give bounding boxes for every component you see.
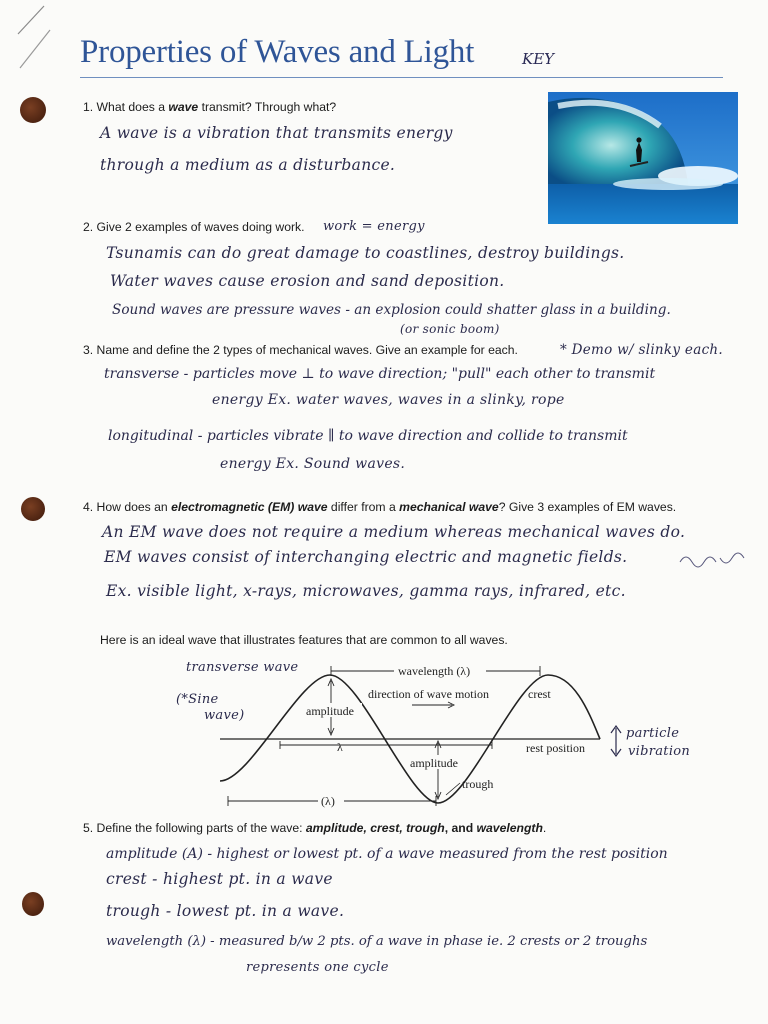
question-2: 2. Give 2 examples of waves doing work.: [83, 220, 305, 234]
q1-answer-line-1: A wave is a vibration that transmits energy: [100, 124, 453, 142]
q1-answer-line-2: through a medium as a disturbance.: [100, 156, 396, 174]
q2-aside: (or sonic boom): [400, 322, 500, 336]
question-5: [83, 821, 546, 835]
surfer-photo: [548, 92, 738, 224]
pencil-mark-icon: [12, 4, 52, 74]
wavelength-bottom-label: (λ): [321, 794, 335, 808]
q3-note: * Demo w/ slinky each.: [560, 342, 724, 358]
binder-hole-bottom: [22, 892, 44, 916]
q5-prefix: 5. Define the following parts of the wave:: [83, 821, 306, 835]
q2-answer-line-3: Sound waves are pressure waves - an explosion could shatter glass in a building.: [112, 302, 671, 318]
q1-prefix: 1. What does a: [83, 100, 169, 114]
particle-vibration-note-1: particle: [626, 726, 680, 741]
q4-emph-mech: mechanical wave: [399, 500, 499, 514]
q2-answer-line-2: Water waves cause erosion and sand deposition.: [110, 272, 505, 290]
lambda-label: λ: [337, 740, 343, 754]
page-title: Properties of Waves and Light: [80, 34, 475, 70]
title-rule: [80, 77, 723, 78]
sine-wave-note-2: wave): [204, 708, 245, 723]
q5-answer-line-2: crest - highest pt. in a wave: [106, 870, 333, 888]
q2-note: work = energy: [323, 219, 425, 234]
question-1: [83, 100, 336, 114]
q5-and: , and: [444, 821, 477, 835]
q4-emph-em: electromagnetic (EM) wave: [171, 500, 328, 514]
vibration-arrow-icon: [608, 724, 624, 758]
q2-answer-line-1: Tsunamis can do great damage to coastlines, destroy buildings.: [106, 244, 625, 262]
question-4: [83, 500, 676, 514]
q4-answer-line-2: EM waves consist of interchanging electric and magnetic fields.: [104, 548, 628, 566]
binder-hole-top: [20, 97, 46, 123]
rest-position-label: rest position: [526, 741, 585, 755]
binder-hole-middle: [21, 497, 45, 521]
wavelength-top-label: wavelength (λ): [398, 664, 471, 678]
ideal-wave-intro: Here is an ideal wave that illustrates features that are common to all waves.: [100, 633, 508, 647]
em-wave-sketch-icon: [676, 548, 746, 578]
q5-terms: amplitude, crest, trough: [305, 821, 445, 835]
q5-answer-line-1: amplitude (A) - highest or lowest pt. of a wave measured from the rest position: [106, 846, 668, 862]
q5-answer-line-5: represents one cycle: [246, 960, 389, 975]
q4-suffix: ? Give 3 examples of EM waves.: [498, 500, 677, 514]
q3-answer-line-4: energy Ex. Sound waves.: [220, 456, 406, 472]
ideal-wave-diagram: [180, 655, 610, 815]
key-note: KEY: [522, 50, 555, 68]
q4-answer-line-1: An EM wave does not require a medium whereas mechanical waves do.: [102, 523, 686, 541]
q5-suffix: .: [542, 821, 547, 835]
crest-label: crest: [528, 687, 551, 701]
q1-suffix: transmit? Through what?: [198, 100, 337, 114]
amplitude-bottom-label: amplitude: [410, 756, 458, 770]
q3-answer-line-3: longitudinal - particles vibrate ∥ to wave direction and collide to transmit: [108, 428, 628, 444]
transverse-wave-note: transverse wave: [186, 660, 299, 675]
q3-answer-line-1: transverse - particles move ⊥ to wave direction; "pull" each other to transmit: [104, 366, 656, 382]
q1-emph: wave: [168, 100, 199, 114]
amplitude-top-label: amplitude: [306, 704, 354, 718]
q3-answer-line-2: energy Ex. water waves, waves in a slinky, rope: [212, 392, 565, 408]
q5-answer-line-4: wavelength (λ) - measured b/w 2 pts. of a wave in phase ie. 2 crests or 2 troughs: [106, 934, 648, 949]
q4-answer-line-3: Ex. visible light, x-rays, microwaves, gamma rays, infrared, etc.: [106, 582, 626, 600]
q4-prefix: 4. How does an: [83, 500, 172, 514]
q5-last: wavelength: [476, 821, 543, 835]
trough-label: trough: [462, 777, 494, 791]
q5-answer-line-3: trough - lowest pt. in a wave.: [106, 902, 345, 920]
sine-wave-note-1: (*Sine: [176, 692, 219, 707]
direction-label: direction of wave motion: [368, 687, 489, 701]
q4-middle: differ from a: [327, 500, 400, 514]
question-3: 3. Name and define the 2 types of mechanical waves. Give an example for each.: [83, 343, 518, 357]
particle-vibration-note-2: vibration: [628, 744, 691, 759]
